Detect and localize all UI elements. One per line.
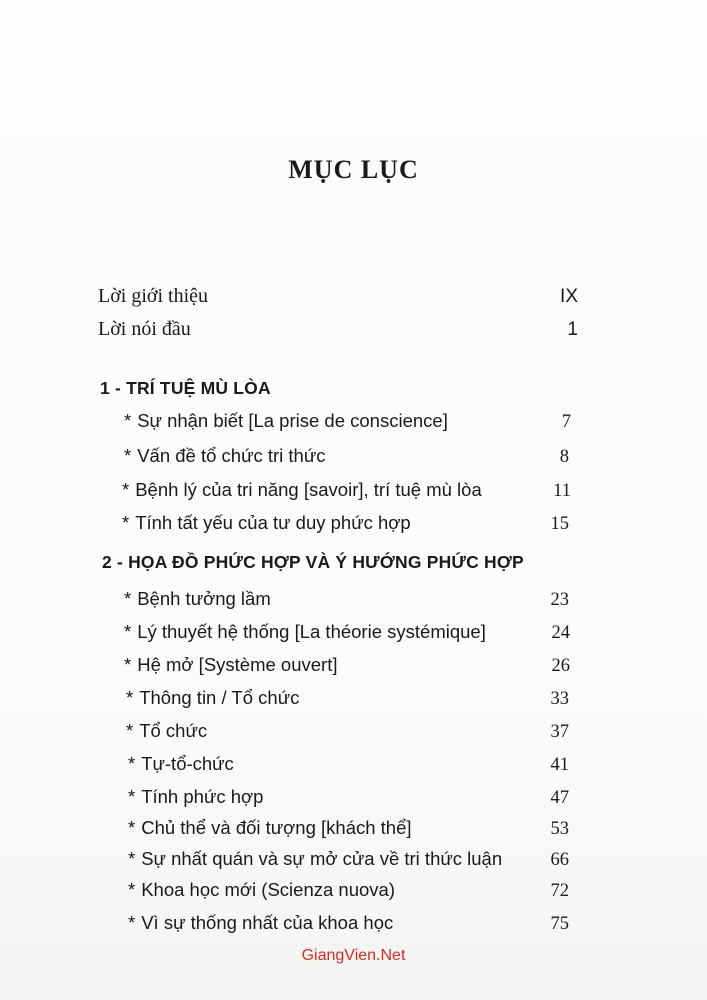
toc-entry: [126, 720, 569, 746]
toc-entry: [128, 817, 569, 843]
section-heading-1: 1 - TRÍ TUỆ MÙ LÒA: [100, 378, 271, 398]
toc-entry-loi-gioi-thieu: [98, 285, 578, 315]
toc-entry: [124, 654, 570, 680]
toc-entry-page: 1: [567, 319, 578, 340]
toc-entry-label: * Tổ chức: [126, 720, 208, 741]
bullet-marker: *: [124, 621, 132, 642]
bullet-marker: *: [122, 479, 130, 500]
toc-entry-label: * Tự-tổ-chức: [128, 753, 234, 774]
toc-entry-label: * Vì sự thống nhất của khoa học: [128, 912, 394, 933]
bullet-marker: *: [128, 786, 136, 807]
bullet-marker: *: [126, 720, 134, 741]
bullet-marker: *: [128, 753, 136, 774]
toc-entry-label: * Chủ thể và đối tượng [khách thể]: [128, 817, 412, 838]
toc-entry-page: 7: [561, 412, 571, 432]
toc-entry-label: Lời giới thiệu: [98, 285, 209, 307]
toc-entry-label: * Lý thuyết hệ thống [La théorie systémique]: [124, 621, 486, 642]
page-title: MỤC LỤC: [288, 155, 419, 184]
bullet-marker: *: [128, 912, 136, 933]
toc-entry-label: * Sự nhất quán và sự mở cửa về tri thức luận: [128, 848, 503, 869]
bullet-marker: *: [124, 654, 132, 675]
toc-entry-page: 23: [550, 590, 569, 610]
toc-entry-label: * Hệ mở [Système ouvert]: [124, 654, 338, 675]
toc-entry-page: 11: [553, 481, 571, 501]
toc-entry-label: * Vấn đề tổ chức tri thức: [124, 445, 326, 466]
bullet-marker: *: [124, 588, 132, 609]
watermark-text: GiangVien.Net: [301, 947, 406, 964]
toc-entry-page: 41: [550, 755, 569, 775]
toc-entry-page: 24: [551, 623, 570, 643]
bullet-marker: *: [122, 512, 130, 533]
toc-entry-label: Lời nói đầu: [98, 318, 191, 340]
toc-entry-page: 8: [559, 447, 569, 467]
bullet-marker: *: [128, 879, 136, 900]
toc-entry: [128, 879, 569, 905]
toc-entry-page: 26: [551, 656, 570, 676]
toc-entry-page: IX: [560, 286, 578, 307]
toc-entry-page: 15: [550, 514, 569, 534]
bullet-marker: *: [124, 445, 132, 466]
toc-entry-label: * Bệnh lý của tri năng [savoir], trí tuệ mù lòa: [122, 479, 482, 500]
toc-entry-page: 66: [550, 850, 569, 870]
toc-entry: [128, 848, 569, 874]
toc-entry-label: * Tính tất yếu của tư duy phức hợp: [122, 512, 411, 533]
bullet-marker: *: [126, 687, 134, 708]
toc-entry: [128, 786, 569, 812]
bullet-marker: *: [124, 410, 132, 431]
toc-entry-label: * Tính phức hợp: [128, 786, 264, 807]
bullet-marker: *: [128, 848, 136, 869]
toc-entry: [122, 512, 569, 538]
toc-entry-page: 37: [550, 722, 569, 742]
toc-entry: [124, 445, 569, 471]
toc-entry-page: 47: [550, 788, 569, 808]
toc-entry-page: 75: [550, 914, 569, 934]
section-heading-2: 2 - HỌA ĐỒ PHỨC HỢP VÀ Ý HƯỚNG PHỨC HỢP: [102, 552, 524, 572]
toc-entry-label: * Bệnh tưởng lầm: [124, 588, 271, 609]
toc-entry: [128, 753, 569, 779]
toc-entry: [124, 410, 571, 436]
toc-entry: [122, 479, 571, 505]
toc-entry-loi-noi-dau: [98, 318, 578, 348]
toc-entry-label: * Thông tin / Tổ chức: [126, 687, 300, 708]
toc-entry-label: * Khoa học mới (Scienza nuova): [128, 879, 395, 900]
toc-entry: [124, 621, 570, 647]
bullet-marker: *: [128, 817, 136, 838]
toc-entry-page: 33: [550, 689, 569, 709]
toc-entry: [128, 912, 569, 938]
toc-entry-page: 72: [550, 881, 569, 901]
toc-entry: [124, 588, 569, 614]
toc-entry: [126, 687, 569, 713]
toc-entry-page: 53: [550, 819, 569, 839]
toc-entry-label: * Sự nhận biết [La prise de conscience]: [124, 410, 448, 431]
